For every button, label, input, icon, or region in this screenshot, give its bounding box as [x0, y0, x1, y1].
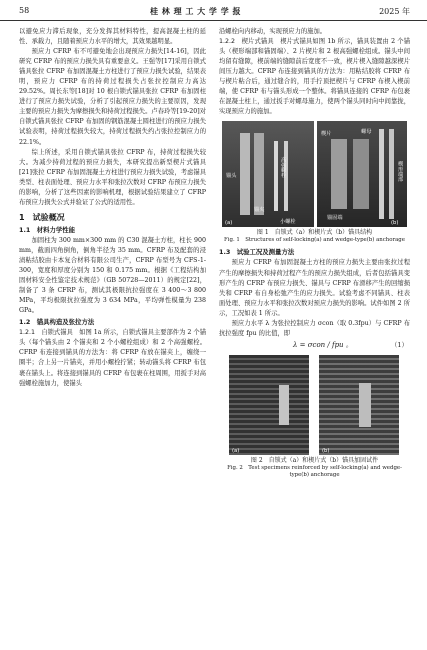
paragraph-text: 楔片式锚具如图 1b 所示，锚具装置由 2 个锚头（楔形端部和锚固端）、2 片楔片和 2 根高强螺栓组成。锚头中间均留有缝隙，楔前端的缝隙前后宽度不一致，楔片楔入缝隙越深楔片间压力越大。CFRP 布连接到锚具的方法为：用粘结胶将 CFRP 布与楔片粘合后，通过缝合的，用手拧顶把楔片与 CFRP 布楔入楔前端，使 CFRP 布与锚头形成一个整体。将锚具连接的 CFRP 布包裹在混凝土柱上，通过扳手对螺母施力，使两个锚头同时向中间靠拢，实现预应力的施加。: [219, 38, 410, 116]
paragraph: 综上所述，采用自锁式锚具张拉 CFRP 布，持荷过程损失较大。为减少持荷过程的预应力损失，本研究提出新型楔片式锚具[21]张拉 CFRP 布加固混凝土方柱进行预应力损失试验，考虑锚具类型、柱表面处理、预应力水平和张拉次数对 CFRP 布预应力损失的影响，分析了这些因素的影响机理，根据试验结果建立了 CFRP 布预应力损失公式并验证了公式的适用性。: [19, 148, 206, 206]
journal-title: 桂 林 理 工 大 学 学 报: [150, 6, 241, 16]
figure-1a-photo: [222, 121, 314, 227]
figure-2-caption-en: Fig. 2 Test specimens reinforced by self-locking(a) and wedge-type(b) anchorage: [227, 464, 402, 478]
page-header: [0, 0, 427, 21]
equation-1: [219, 339, 410, 351]
paragraph: 沿螺栓向内移动，实现预应力的施加。: [219, 28, 327, 35]
figure-2: [219, 353, 410, 477]
paragraph: 预应力 CFRP 布加固混凝土方柱的预应力损失主要由张拉过程产生的摩擦损失和持荷过程产生的预应力损失组成，后者包括锚具变形产生的 CFRP 布预应力损失、锚具与 CFRP 布滑移产生的回缩损失和 CFRP 布自身松弛产生的应力损失。试验考虑不同锚具、柱表面处理、预应力水平和张拉次数对预应力损失的影响。试件如图 2 所示，工况如表 1 所示。: [219, 259, 410, 317]
label-a: (a): [232, 447, 240, 454]
label-b: (b): [391, 220, 399, 227]
figure-2-caption-cn: 图 2 自锁式（a）和楔片式（b）锚具加固试件: [250, 456, 379, 464]
label-wedge-end: 楔形端部: [397, 161, 404, 183]
section-heading: 1 试验概况: [19, 212, 65, 222]
paragraph-text: 如图 1a 所示，自锁式锚具主要部件为 2 个锚头（每个锚头由 2 个锚夹和 2 个小螺栓组成）和 2 个高强螺栓。CFRP 布连接到锚具的方法为：将 CFRP 布放在锚夹上，缠绕一圈半；合上另一片锚夹，并用小螺栓拧紧；转动锚头将 CFRP 布包裹在锚头上。将连接到锚具的 CFRP 布包裹在柱周围，用扳手对高强螺栓施加力，使锚头: [19, 329, 207, 387]
label-anchor-end: 锚固端: [327, 215, 343, 222]
figure-1: [219, 119, 410, 245]
label-wedge: 楔片: [321, 131, 332, 138]
figure-2b-photo: [319, 355, 399, 455]
figure-1b-photo: [317, 121, 407, 227]
label-anchor-head: 锚头: [226, 173, 237, 180]
label-nut: 螺母: [361, 129, 372, 136]
paragraph: [19, 328, 206, 388]
subsubsection-heading: 1.2.2 楔片式锚具: [219, 38, 274, 46]
subsection-heading: 1.2 锚具构造及张拉方法: [19, 318, 95, 327]
paragraph: 预应力水平 λ 为张拉控制应力 σcon（取 0.3fpu）与 CFRP 布抗拉强度 fpu 的比值，即: [219, 319, 410, 337]
equation-number: （1）: [390, 340, 408, 349]
paragraph: 预应力 CFRP 布不可避免地会出现预应力损失[14-16]，因此研究 CFRP 布的预应力损失具有重要意义。王强等[17]采用自锁式锚具张拉 CFRP 布加固混凝土方柱进行了预应力损失试验，结果表明，预应力 CFRP 布的持荷过程损失占张拉控制应力高达 29.52%。周长东等[18]对 10 根自锁式锚具张拉 CFRP 布加固柱进行了预应力损失试验，分析了引起预应力损失的主要原因，发现主要的预应力损失为摩擦损失和持荷过程损失。卢春玲等[19-20]对自锁式锚具张拉 CFRP 布加固的钢筋混凝土圆柱进行的预应力损失试验表明，持荷过程损失较大，持荷过程损失约占张拉控制应力的 22.1%。: [19, 48, 206, 146]
paragraph: 加固柱为 300 mm×300 mm 的 C30 混凝土方柱，柱长 900 mm，截面四角倒角，倒角半径为 35 mm。CFRP 布及配套的浸渍粘结胶由卡本复合材料有限公司生产，CFRP 布型号为 CFS-1-300，宽度和厚度分别为 150 和 0.175 mm。根据《工程结构加固材料安全性鉴定技术规范》（GB 50728—2011）的规定[22]，制备了 3 条 CFRP 布，测试其极限抗拉强度在 3 400～3 800 MPa，平均极限抗拉强度为 3 634 MPa，平均弹性模量为 238 GPa。: [19, 236, 206, 315]
year: 2025 年: [379, 7, 410, 16]
subsection-heading: 1.3 试验工况及测量方法: [219, 248, 295, 257]
paragraph: 以避免应力滞后现象，充分发挥其材料特性，提高混凝土柱的延性、承载力，且随着预应力水平的增大，其效果越明显。: [19, 28, 206, 46]
label-small-bolt: 小螺栓: [280, 219, 296, 226]
left-column: [19, 27, 206, 389]
subsubsection-heading: 1.2.1 自锁式锚具: [19, 329, 73, 337]
figure-1-caption-en: Fig. 1 Structures of self-locking(a) and wedge-type(b) anchorage: [224, 237, 405, 244]
equation-body: λ = σcon / fpu 。: [293, 340, 353, 349]
subsection-heading: 1.1 材料力学性能: [19, 225, 76, 234]
figure-2a-photo: [229, 355, 309, 455]
label-b: (b): [322, 447, 330, 454]
page-number: 58: [19, 6, 30, 15]
label-high-strength-bolt: 高强螺栓: [280, 157, 287, 179]
paragraph: [219, 37, 410, 117]
label-clip: 锚夹: [254, 207, 265, 214]
label-a: (a): [225, 220, 233, 227]
figure-1-caption-cn: 图 1 自锁式（a）和楔片式（b）锚具结构: [256, 229, 373, 237]
right-column: [219, 27, 410, 479]
